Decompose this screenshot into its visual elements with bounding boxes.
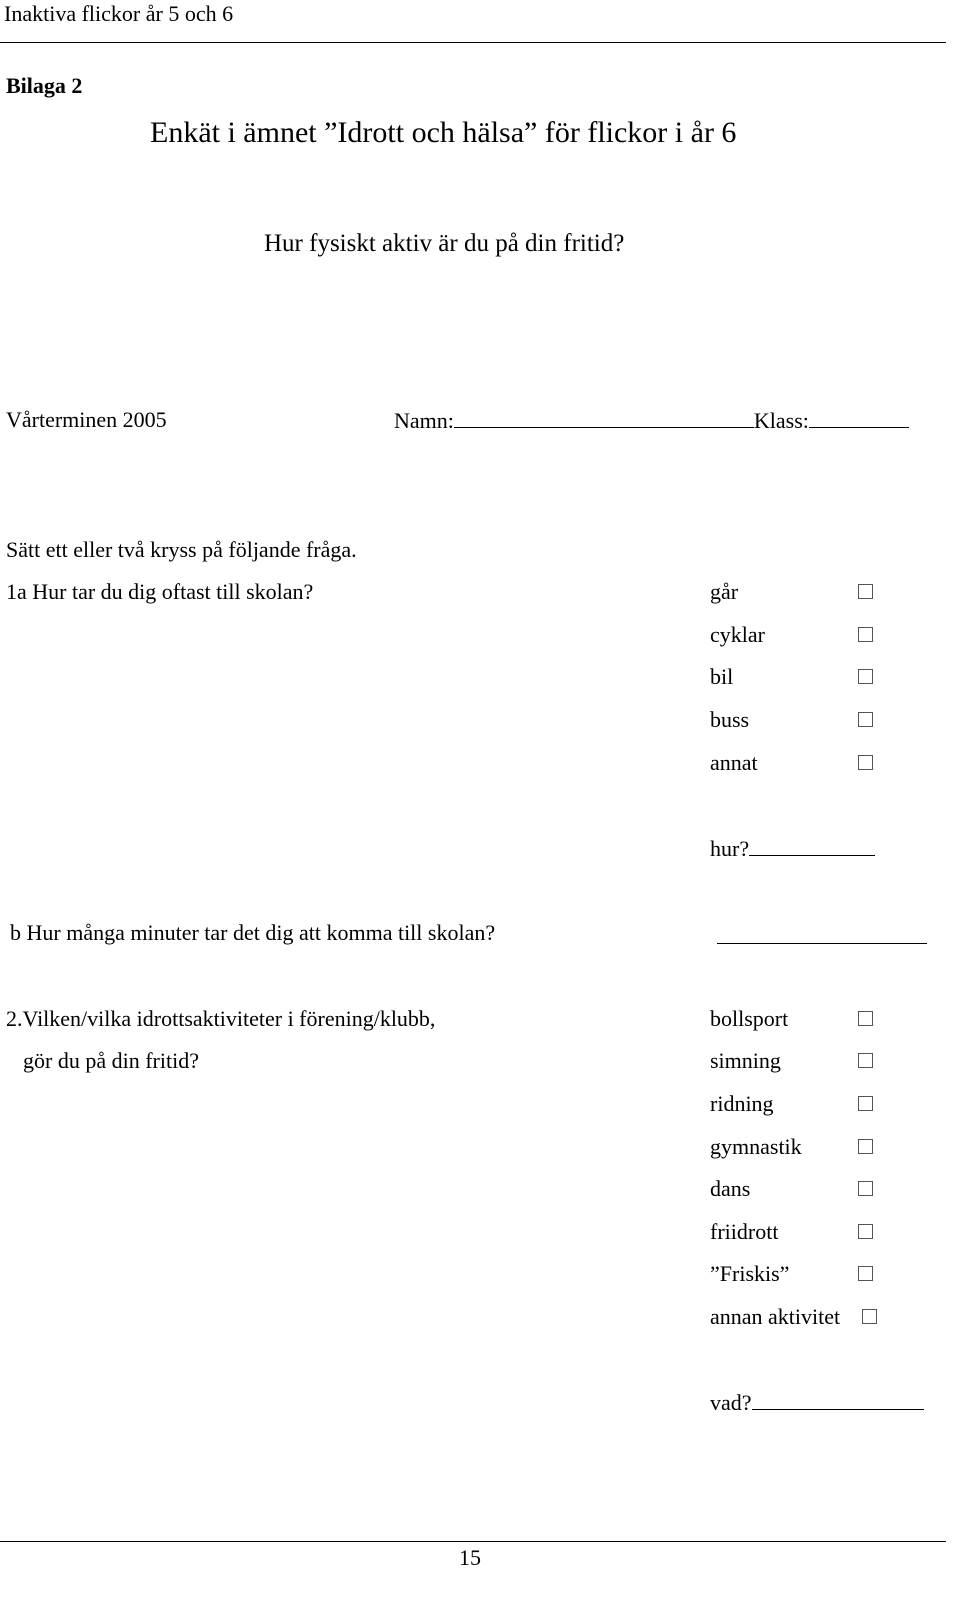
checkbox-bollsport[interactable]	[858, 1011, 873, 1026]
checkbox-annan-aktivitet[interactable]	[862, 1309, 877, 1324]
page-title: Enkät i ämnet ”Idrott och hälsa” för flickor i år 6	[150, 116, 737, 149]
option-label: friidrott	[710, 1219, 779, 1244]
class-blank[interactable]	[809, 407, 909, 428]
option-label: gymnastik	[710, 1134, 802, 1159]
checkbox-bil[interactable]	[858, 669, 873, 684]
name-label: Namn:	[394, 408, 454, 433]
what-field[interactable]	[710, 1389, 924, 1416]
option-label: dans	[710, 1176, 751, 1201]
checkbox-simning[interactable]	[858, 1053, 873, 1068]
question-1a: 1a Hur tar du dig oftast till skolan?	[6, 579, 314, 604]
option-label: cyklar	[710, 622, 765, 647]
option-label: bil	[710, 664, 734, 689]
question-2-line2: gör du på din fritid?	[23, 1048, 199, 1073]
checkbox-buss[interactable]	[858, 712, 873, 727]
what-label: vad?	[710, 1390, 752, 1415]
instruction-text: Sätt ett eller två kryss på följande fråga.	[6, 537, 357, 562]
checkbox-friidrott[interactable]	[858, 1224, 873, 1239]
option-label: simning	[710, 1048, 781, 1073]
option-label: annan aktivitet	[710, 1304, 841, 1329]
option-label: går	[710, 579, 739, 604]
appendix-label: Bilaga 2	[6, 73, 83, 98]
option-label: annat	[710, 750, 758, 775]
page-subtitle: Hur fysiskt aktiv är du på din fritid?	[264, 230, 625, 257]
how-label: hur?	[710, 836, 750, 861]
footer-rule	[0, 1541, 946, 1542]
option-label: ridning	[710, 1091, 774, 1116]
how-field[interactable]	[710, 835, 875, 862]
running-header: Inaktiva flickor år 5 och 6	[4, 1, 234, 26]
checkbox-dans[interactable]	[858, 1181, 873, 1196]
checkbox-ridning[interactable]	[858, 1096, 873, 1111]
page-number: 15	[459, 1545, 481, 1570]
term-label: Vårterminen 2005	[6, 407, 167, 432]
question-1b: b Hur många minuter tar det dig att komma till skolan?	[10, 920, 496, 945]
class-label: Klass:	[753, 408, 809, 433]
name-blank[interactable]	[454, 407, 754, 428]
checkbox-gar[interactable]	[858, 584, 873, 599]
option-label: ”Friskis”	[710, 1261, 790, 1286]
minutes-blank[interactable]	[717, 943, 927, 944]
how-blank[interactable]	[749, 835, 875, 856]
name-field[interactable]	[394, 407, 909, 434]
checkbox-cyklar[interactable]	[858, 627, 873, 642]
checkbox-annat[interactable]	[858, 755, 873, 770]
option-label: bollsport	[710, 1006, 789, 1031]
what-blank[interactable]	[752, 1389, 924, 1410]
checkbox-friskis[interactable]	[858, 1266, 873, 1281]
question-2-line1: 2.Vilken/vilka idrottsaktiviteter i förening/klubb,	[6, 1006, 436, 1031]
header-rule	[0, 42, 946, 43]
checkbox-gymnastik[interactable]	[858, 1139, 873, 1154]
option-label: buss	[710, 707, 750, 732]
